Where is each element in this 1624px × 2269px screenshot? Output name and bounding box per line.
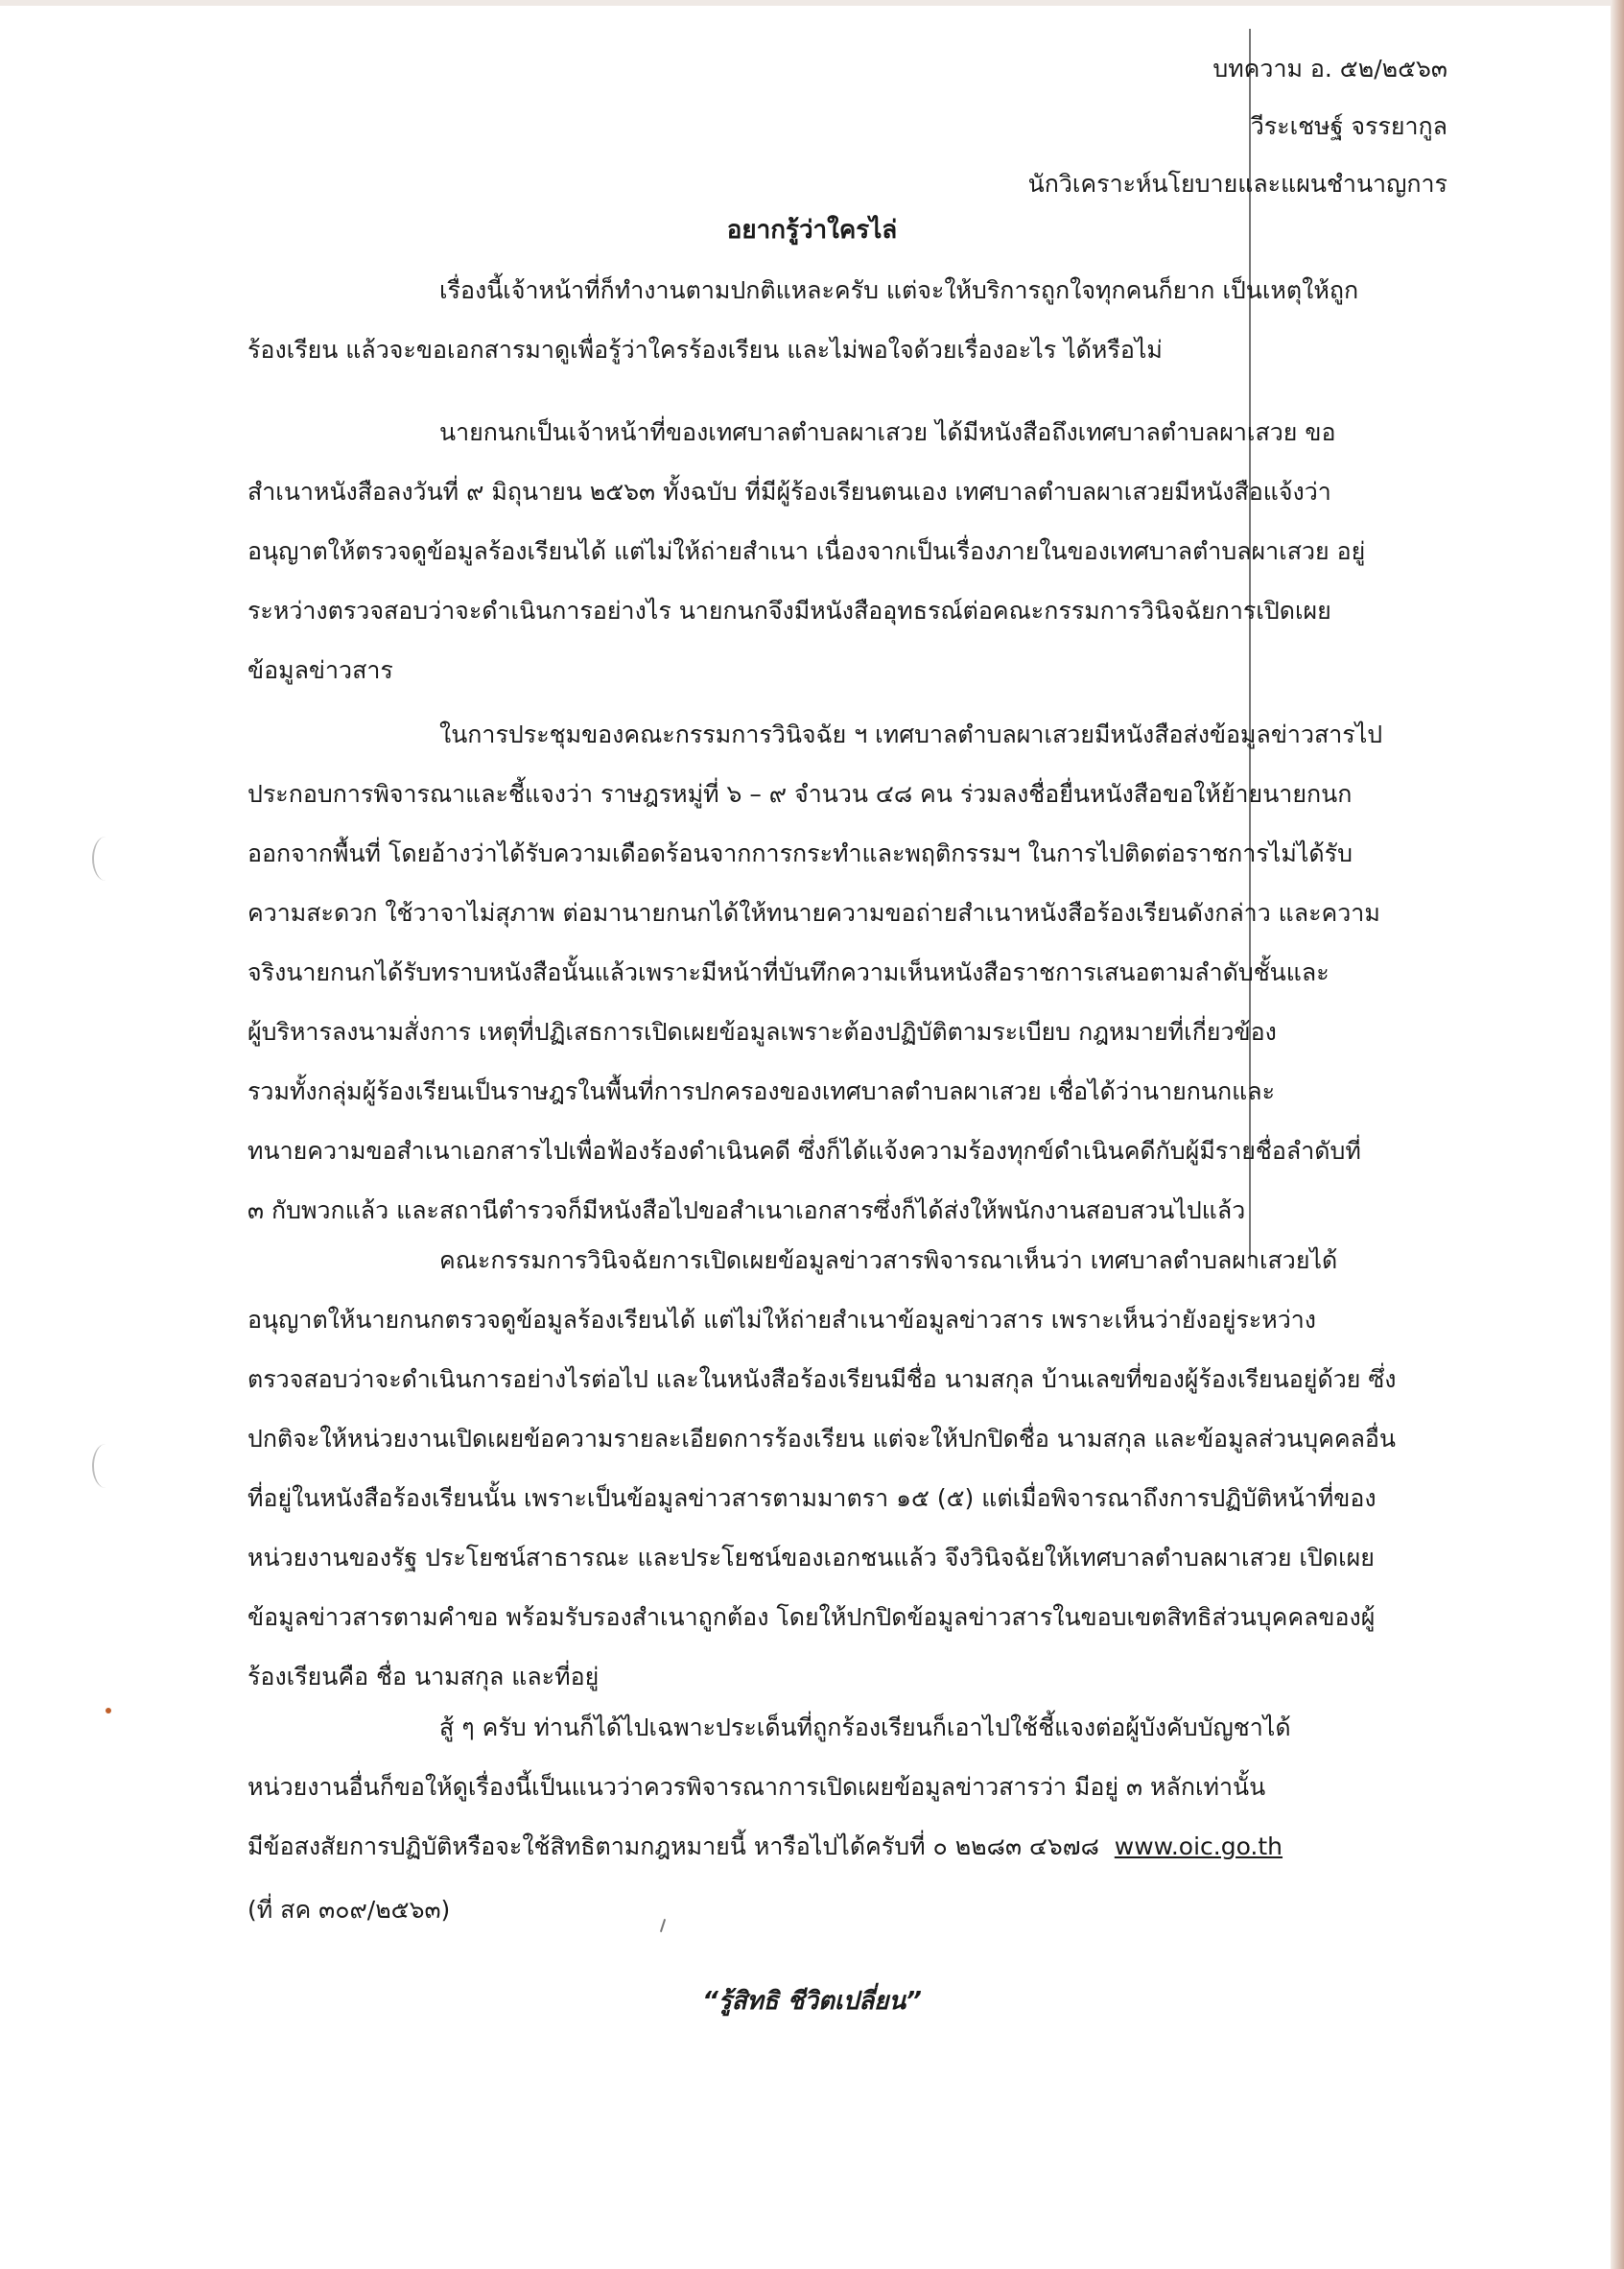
paragraph-line: ประกอบการพิจารณาและชี้แจงว่า ราษฎรหมู่ที่ ๖ – ๙ จำนวน ๔๘ คน ร่วมลงชื่อยื่นหนังสือขอให้ย้ายนายกนก <box>247 780 1353 808</box>
paragraph-line: รวมทั้งกลุ่มผู้ร้องเรียนเป็นราษฎรในพื้นที่การปกครองของเทศบาลตำบลผาเสวย เชื่อได้ว่านายกนกและ <box>247 1077 1275 1105</box>
paragraph-line: สำเนาหนังสือลงวันที่ ๙ มิถุนายน ๒๕๖๓ ทั้งฉบับ ที่มีผู้ร้องเรียนตนเอง เทศบาลตำบลผาเสวยมีหนังสือแจ้งว่า <box>247 478 1331 506</box>
paragraph-line: อนุญาตให้ตรวจดูข้อมูลร้องเรียนได้ แต่ไม่ให้ถ่ายสำเนา เนื่องจากเป็นเรื่องภายในของเทศบาลตำบลผาเสวย อยู่ <box>247 537 1366 565</box>
punch-hole-mark <box>92 1444 119 1488</box>
oic-website-link[interactable]: www.oic.go.th <box>1114 1832 1283 1860</box>
paragraph-line: ร้องเรียนคือ ชื่อ นามสกุล และที่อยู่ <box>247 1663 600 1690</box>
paragraph-line: ในการประชุมของคณะกรรมการวินิจฉัย ฯ เทศบาลตำบลผาเสวยมีหนังสือส่งข้อมูลข่าวสารไป <box>439 721 1383 748</box>
punch-hole-mark <box>92 837 119 881</box>
author-name: วีระเชษฐ์ จรรยากูล <box>1250 112 1447 140</box>
paragraph-committee-meeting <box>247 705 1447 1241</box>
paragraph-line: ระหว่างตรวจสอบว่าจะดำเนินการอย่างไร นายกนกจึงมีหนังสืออุทธรณ์ต่อคณะกรรมการวินิจฉัยการเปิดเผย <box>247 597 1331 625</box>
article-title: อยากรู้ว่าใครไล่ <box>726 216 898 245</box>
paragraph-line: หน่วยงานอื่นก็ขอให้ดูเรื่องนี้เป็นแนวว่าควรพิจารณาการเปิดเผยข้อมูลข่าวสารว่า มีอยู่ ๓ หลักเท่านั้น <box>247 1773 1266 1801</box>
ink-dot <box>106 1708 111 1714</box>
paragraph-line: เรื่องนี้เจ้าหน้าที่ก็ทำงานตามปกติแหละครับ แต่จะให้บริการถูกใจทุกคนก็ยาก เป็นเหตุให้ถูก <box>439 276 1359 304</box>
paragraph-case-facts <box>247 403 1447 700</box>
paragraph-line: นายกนกเป็นเจ้าหน้าที่ของเทศบาลตำบลผาเสวย ได้มีหนังสือถึงเทศบาลตำบลผาเสวย ขอ <box>439 418 1336 446</box>
paragraph-line: หน่วยงานของรัฐ ประโยชน์สาธารณะ และประโยชน์ของเอกชนแล้ว จึงวินิจฉัยให้เทศบาลตำบลผาเสวย เปิดเผย <box>247 1544 1375 1572</box>
paragraph-line: ข้อมูลข่าวสารตามคำขอ พร้อมรับรองสำเนาถูกต้อง โดยให้ปกปิดข้อมูลข่าวสารในขอบเขตสิทธิส่วนบุคคลของผู้ <box>247 1603 1376 1631</box>
author-position: นักวิเคราะห์นโยบายและแผนชำนาญการ <box>1027 170 1447 198</box>
paragraph-line: ปกติจะให้หน่วยงานเปิดเผยข้อความรายละเอียดการร้องเรียน แต่จะให้ปกปิดชื่อ นามสกุล และข้อมูลส่วนบุคคลอื่น <box>247 1425 1396 1453</box>
paragraph-closing <box>247 1698 1447 1877</box>
article-ref-number: บทความ อ. ๕๒/๒๕๖๓ <box>1212 55 1447 83</box>
paragraph-line: สู้ ๆ ครับ ท่านก็ได้ไปเฉพาะประเด็นที่ถูกร้องเรียนก็เอาไปใช้ชี้แจงต่อผู้บังคับบัญชาได้ <box>439 1714 1291 1741</box>
paragraph-line: อนุญาตให้นายกนกตรวจดูข้อมูลร้องเรียนได้ แต่ไม่ให้ถ่ายสำเนาข้อมูลข่าวสาร เพราะเห็นว่ายังอยู่ระหว่าง <box>247 1306 1316 1334</box>
paragraph-line: ที่อยู่ในหนังสือร้องเรียนนั้น เพราะเป็นข้อมูลข่าวสารตามมาตรา ๑๕ (๕) แต่เมื่อพิจารณาถึงการปฏิบัติหน้าที่ของ <box>247 1484 1377 1512</box>
paragraph-line <box>247 1817 1447 1877</box>
paragraph-line: ออกจากพื้นที่ โดยอ้างว่าได้รับความเดือดร้อนจากการกระทำและพฤติกรรมฯ ในการไปติดต่อราชการไม่ได้รับ <box>247 839 1353 867</box>
paragraph-line: ตรวจสอบว่าจะดำเนินการอย่างไรต่อไป และในหนังสือร้องเรียนมีชื่อ นามสกุล บ้านเลขที่ของผู้ร้องเรียนอยู่ด้วย ซึ่ง <box>247 1365 1397 1393</box>
paragraph-line: ข้อมูลข่าวสาร <box>247 656 393 684</box>
paragraph-intro <box>247 261 1447 380</box>
contact-text: มีข้อสงสัยการปฏิบัติหรือจะใช้สิทธิตามกฎหมายนี้ หารือไปได้ครับที่ ๐ ๒๒๘๓ ๔๖๗๘ <box>247 1832 1099 1860</box>
paragraph-line: ทนายความขอสำเนาเอกสารไปเพื่อฟ้องร้องดำเนินคดี ซึ่งก็ได้แจ้งความร้องทุกข์ดำเนินคดีกับผู้มีรายชื่อลำดับที่ <box>247 1137 1361 1165</box>
scan-top-edge <box>0 0 1624 6</box>
scan-right-edge <box>1611 0 1624 2269</box>
slogan: “รู้สิทธิ ชีวิตเปลี่ยน” <box>702 1987 922 2016</box>
stray-mark <box>660 1919 666 1932</box>
paragraph-line: ผู้บริหารลงนามสั่งการ เหตุที่ปฏิเสธการเปิดเผยข้อมูลเพราะต้องปฏิบัติตามระเบียบ กฎหมายที่เกี่ยวข้อง <box>247 1018 1277 1046</box>
paragraph-line: คณะกรรมการวินิจฉัยการเปิดเผยข้อมูลข่าวสารพิจารณาเห็นว่า เทศบาลตำบลผาเสวยได้ <box>439 1246 1338 1274</box>
reference-code: (ที่ สค ๓๐๙/๒๕๖๓) <box>247 1896 451 1924</box>
paragraph-line: ร้องเรียน แล้วจะขอเอกสารมาดูเพื่อรู้ว่าใครร้องเรียน และไม่พอใจด้วยเรื่องอะไร ได้หรือไม่ <box>247 336 1163 364</box>
document-header <box>1028 40 1447 213</box>
paragraph-line: ความสะดวก ใช้วาจาไม่สุภาพ ต่อมานายกนกได้ให้ทนายความขอถ่ายสำเนาหนังสือร้องเรียนดังกล่าว และความ <box>247 899 1380 927</box>
paragraph-line: จริงนายกนกได้รับทราบหนังสือนั้นแล้วเพราะมีหน้าที่บันทึกความเห็นหนังสือราชการเสนอตามลำดับชั้นและ <box>247 958 1330 986</box>
paragraph-committee-decision <box>247 1231 1447 1707</box>
paragraph-line: ๓ กับพวกแล้ว และสถานีตำรวจก็มีหนังสือไปขอสำเนาเอกสารซึ่งก็ได้ส่งให้พนักงานสอบสวนไปแล้ว <box>247 1196 1246 1224</box>
